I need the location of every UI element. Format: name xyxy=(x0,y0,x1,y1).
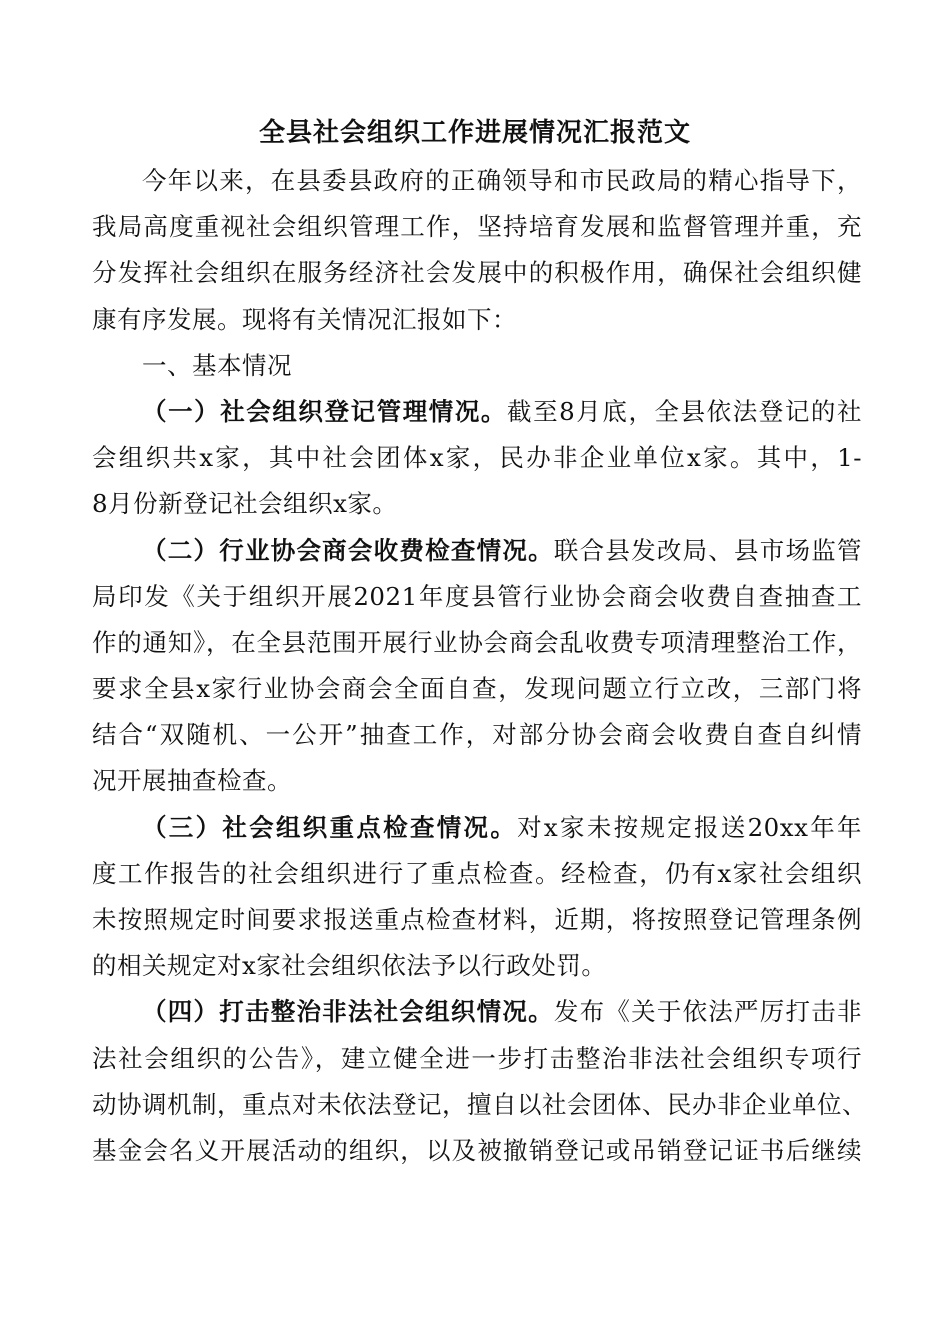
subsection-4-line: 法社会组织的公告》，建立健全进一步打击整治非法社会组织专项行 xyxy=(92,1043,862,1073)
subsection-3-text: 对x家未按规定报送20xx年年 xyxy=(517,812,862,842)
subsection-2-line: 况开展抽查检查。 xyxy=(92,766,292,796)
subsection-2-line: 要求全县x家行业协会商会全面自查，发现问题立行立改，三部门将 xyxy=(92,674,862,704)
subsection-2-text: 联合县发改局、县市场监管 xyxy=(553,535,863,565)
intro-line: 康有序发展。现将有关情况汇报如下： xyxy=(92,304,517,334)
subsection-2-heading: （二）行业协会商会收费检查情况。 xyxy=(142,535,554,565)
subsection-1-text: 截至8月底，全县依法登记的社 xyxy=(507,396,863,426)
document-title: 全县社会组织工作进展情况汇报范文 xyxy=(258,118,691,148)
subsection-1-first-line xyxy=(92,389,862,435)
subsection-4-first-line xyxy=(92,989,862,1035)
subsection-4-line: 基金会名义开展活动的组织，以及被撤销登记或吊销登记证书后继续 xyxy=(92,1135,862,1165)
subsection-2-first-line xyxy=(92,528,862,574)
subsection-1-line: 8月份新登记社会组织x家。 xyxy=(92,489,398,519)
subsection-1-heading: （一）社会组织登记管理情况。 xyxy=(142,396,507,426)
subsection-3-heading: （三）社会组织重点检查情况。 xyxy=(142,812,518,842)
intro-line: 分发挥社会组织在服务经济社会发展中的积极作用，确保社会组织健 xyxy=(92,258,862,288)
subsection-3-first-line xyxy=(92,805,862,851)
subsection-3-line: 未按照规定时间要求报送重点检查材料，近期，将按照登记管理条例 xyxy=(92,905,862,934)
subsection-1-line: 会组织共x家，其中社会团体x家，民办非企业单位x家。其中，1- xyxy=(92,443,862,473)
intro-line: 我局高度重视社会组织管理工作，坚持培育发展和监督管理并重，充 xyxy=(92,212,862,242)
subsection-3-line: 度工作报告的社会组织进行了重点检查。经检查，仍有x家社会组织 xyxy=(92,858,862,888)
subsection-4-heading: （四）打击整治非法社会组织情况。 xyxy=(142,997,554,1027)
subsection-2-line: 局印发《关于组织开展2021年度县管行业协会商会收费自查抽查工 xyxy=(92,581,862,611)
subsection-4-text: 发布《关于依法严厉打击非 xyxy=(553,997,863,1027)
subsection-2-line: 结合“双随机、一公开”抽查工作，对部分协会商会收费自查自纠情 xyxy=(92,720,862,750)
document-body xyxy=(92,158,867,1174)
subsection-2-line: 作的通知》，在全县范围开展行业协会商会乱收费专项清理整治工作， xyxy=(92,627,862,657)
intro-line: 今年以来，在县委县政府的正确领导和市民政局的精心指导下， xyxy=(142,166,862,195)
subsection-3-line: 的相关规定对x家社会组织依法予以行政处罚。 xyxy=(92,951,607,981)
section-heading: 一、基本情况 xyxy=(142,350,292,380)
subsection-4-line: 动协调机制，重点对未依法登记，擅自以社会团体、民办非企业单位、 xyxy=(92,1089,867,1119)
